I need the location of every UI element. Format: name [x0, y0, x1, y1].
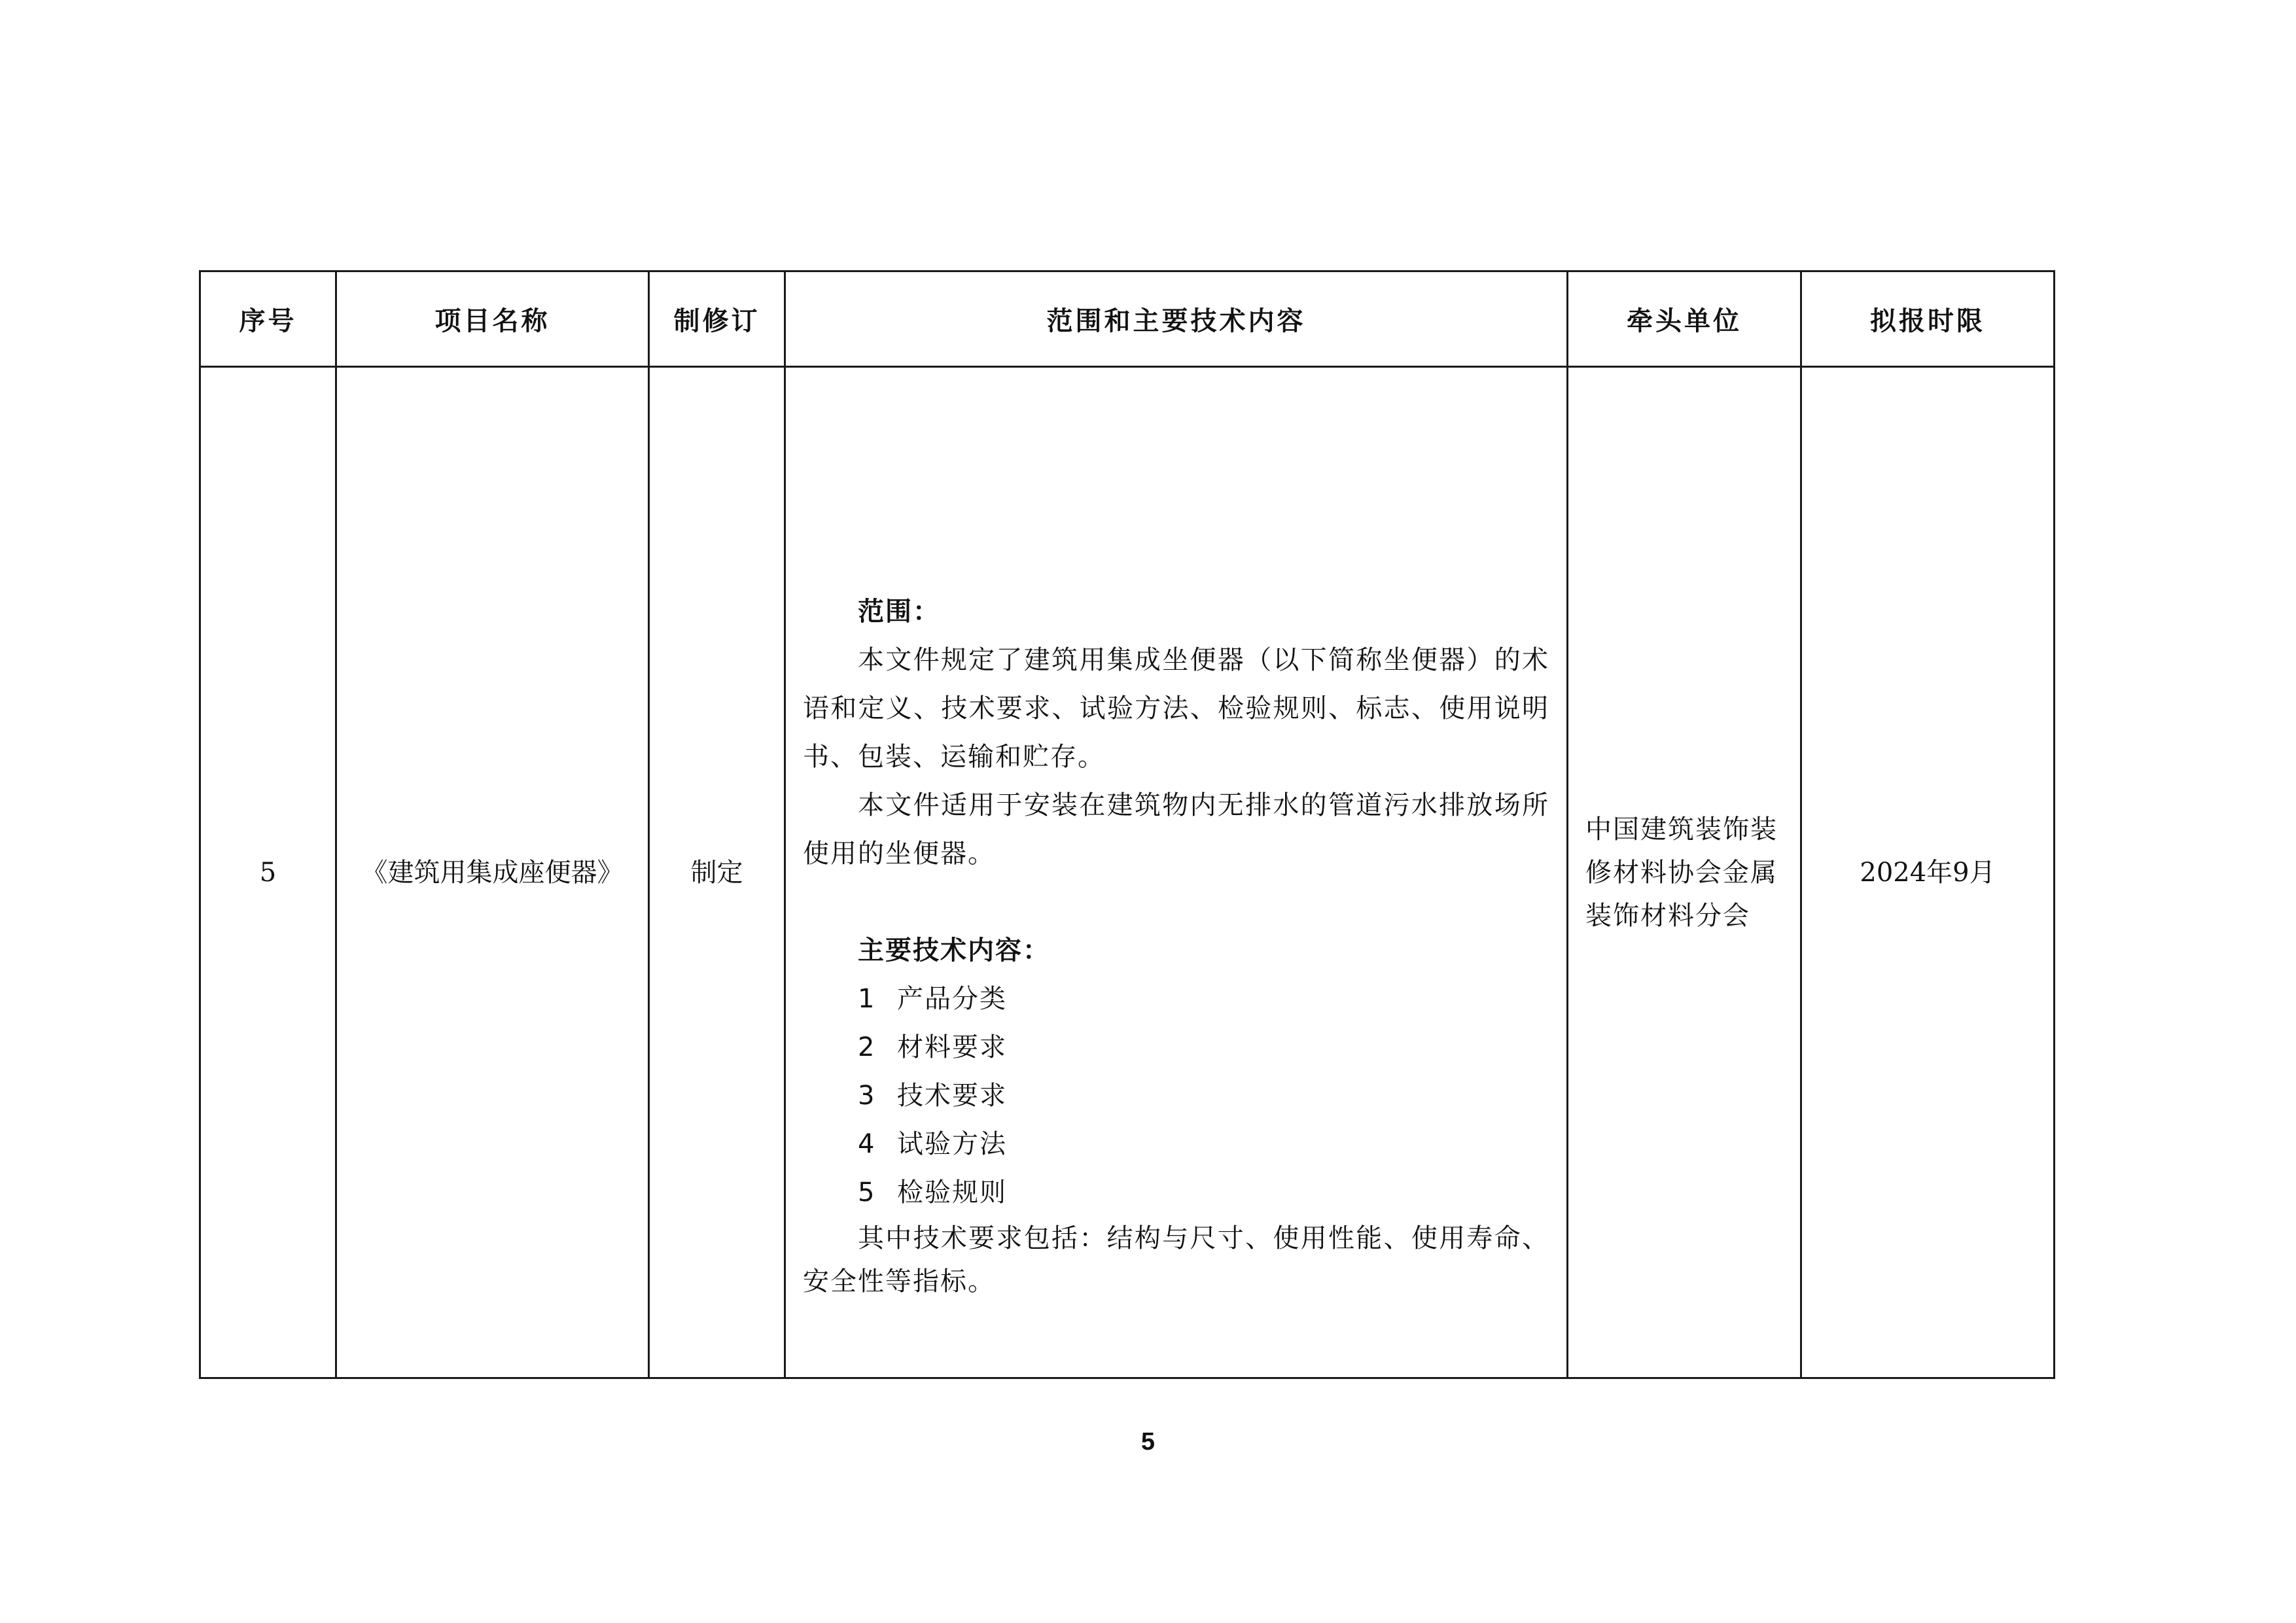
table-row: [200, 367, 2055, 1378]
cell-scope-content: [785, 367, 1568, 1378]
scope-content-block: [786, 368, 1566, 1303]
header-scope-content: 范围和主要技术内容: [785, 271, 1568, 367]
list-item: [858, 1023, 1549, 1072]
table-header-row: [200, 271, 2055, 367]
cell-lead-unit: [1568, 367, 1801, 1378]
header-project-name: 项目名称: [336, 271, 649, 367]
list-item-number: 5: [858, 1178, 876, 1208]
header-revision-type: 制修订: [649, 271, 785, 367]
header-seq: 序号: [200, 271, 336, 367]
list-item: [858, 975, 1549, 1023]
list-item: [858, 1168, 1549, 1217]
scope-paragraph-2: 本文件适用于安装在建筑物内无排水的管道污水排放场所使用的坐便器。: [803, 790, 1549, 869]
project-table: [199, 270, 2055, 1379]
scope-paragraph-1: 本文件规定了建筑用集成坐便器（以下简称坐便器）的术语和定义、技术要求、试验方法、检验规则、标志、使用说明书、包装、运输和贮存。: [803, 645, 1549, 772]
cell-revision-type: 制定: [649, 367, 785, 1378]
scope-heading: 范围：: [858, 597, 940, 627]
list-item: [858, 1072, 1549, 1120]
tech-heading: 主要技术内容：: [858, 935, 1050, 966]
list-item-text: 技术要求: [897, 1081, 1007, 1111]
list-item: [858, 1120, 1549, 1168]
list-item-text: 产品分类: [897, 984, 1007, 1014]
page-number: 5: [1140, 1428, 1156, 1456]
cell-project-name: 《建筑用集成座便器》: [336, 367, 649, 1378]
list-item-number: 1: [858, 984, 876, 1014]
list-item-text: 试验方法: [897, 1129, 1007, 1159]
lead-unit-text: 中国建筑装饰装修材料协会金属装饰材料分会: [1585, 814, 1778, 931]
header-lead-unit: 牵头单位: [1568, 271, 1801, 367]
header-deadline: 拟报时限: [1801, 271, 2055, 367]
cell-seq: 5: [200, 367, 336, 1378]
cell-deadline: 2024年9月: [1801, 367, 2055, 1378]
list-item-number: 4: [858, 1129, 876, 1159]
tech-item-list: [803, 975, 1549, 1217]
list-item-text: 检验规则: [897, 1178, 1007, 1208]
spacer: [803, 878, 1549, 926]
tech-summary: 其中技术要求包括：结构与尺寸、使用性能、使用寿命、安全性等指标。: [803, 1223, 1549, 1297]
list-item-number: 2: [858, 1032, 876, 1062]
list-item-number: 3: [858, 1081, 876, 1111]
list-item-text: 材料要求: [897, 1032, 1007, 1062]
